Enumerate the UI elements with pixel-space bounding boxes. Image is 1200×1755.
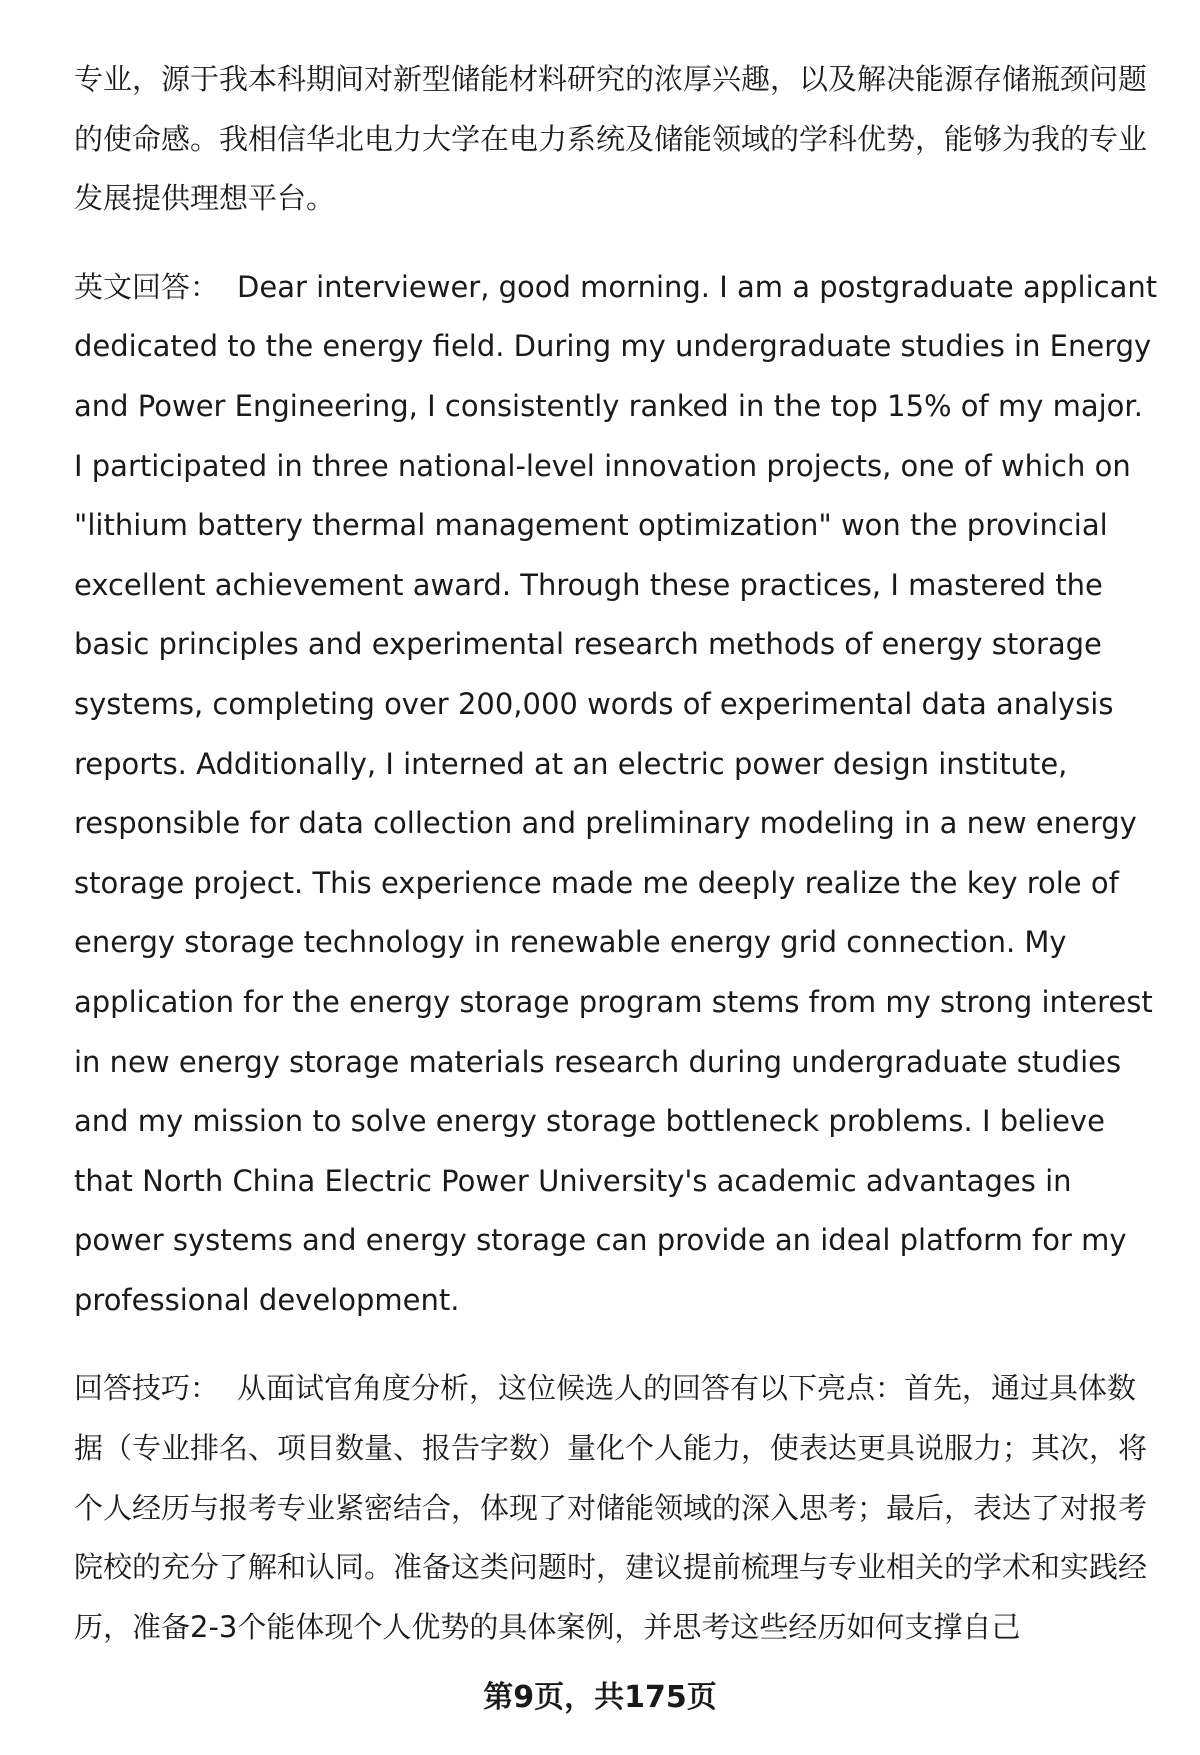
english-answer-paragraph: [74, 258, 1159, 1331]
intro-paragraph: [74, 50, 1159, 229]
english-answer-label: 英文回答：: [74, 269, 220, 304]
answer-tips-label: 回答技巧：: [74, 1371, 220, 1406]
answer-tips-text: 从面试官角度分析，这位候选人的回答有以下亮点：首先，通过具体数据（专业排名、项目数量、报告字数）量化个人能力，使表达更具说服力；其次，将个人经历与报考专业紧密结合，体现了对储能领域的深入思考；最后，表达了对报考院校的充分了解和认同。准备这类问题时，建议提前梳理与专业相关的学术和实践经历，准备2-3个能体现个人优势的具体案例，并思考这些经历如何支撑自己: [74, 1371, 1148, 1644]
intro-paragraph-text: 专业，源于我本科期间对新型储能材料研究的浓厚兴趣，以及解决能源存储瓶颈问题的使命感。我相信华北电力大学在电力系统及储能领域的学科优势，能够为我的专业发展提供理想平台。: [74, 62, 1148, 216]
answer-tips-paragraph: [74, 1359, 1159, 1657]
document-page: [74, 50, 1159, 1657]
english-answer-text: Dear interviewer, good morning. I am a postgraduate applicant dedicated to the energy field. During my undergraduate studies in Energy and Power Engineering, I consistently ranked in the top 15% of my major. I participated in three national-level innovation projects, one of which on "lithium battery thermal management optimization" won the provincial excellent achievement award. Through these practices, I mastered the basic principles and experimental research methods of energy storage systems, completing over 200,000 words of experimental data analysis reports. Additionally, I interned at an electric power design institute, responsible for data collection and preliminary modeling in a new energy storage project. This experience made me deeply realize the key role of energy storage technology in renewable energy grid connection. My application for the energy storage program stems from my strong interest in new energy storage materials research during undergraduate studies and my mission to solve energy storage bottleneck problems. I believe that North China Electric Power University's academic advantages in power systems and energy storage can provide an ideal platform for my professional development.: [74, 269, 1158, 1317]
page-number-footer: 第9页，共175页: [483, 1680, 717, 1715]
